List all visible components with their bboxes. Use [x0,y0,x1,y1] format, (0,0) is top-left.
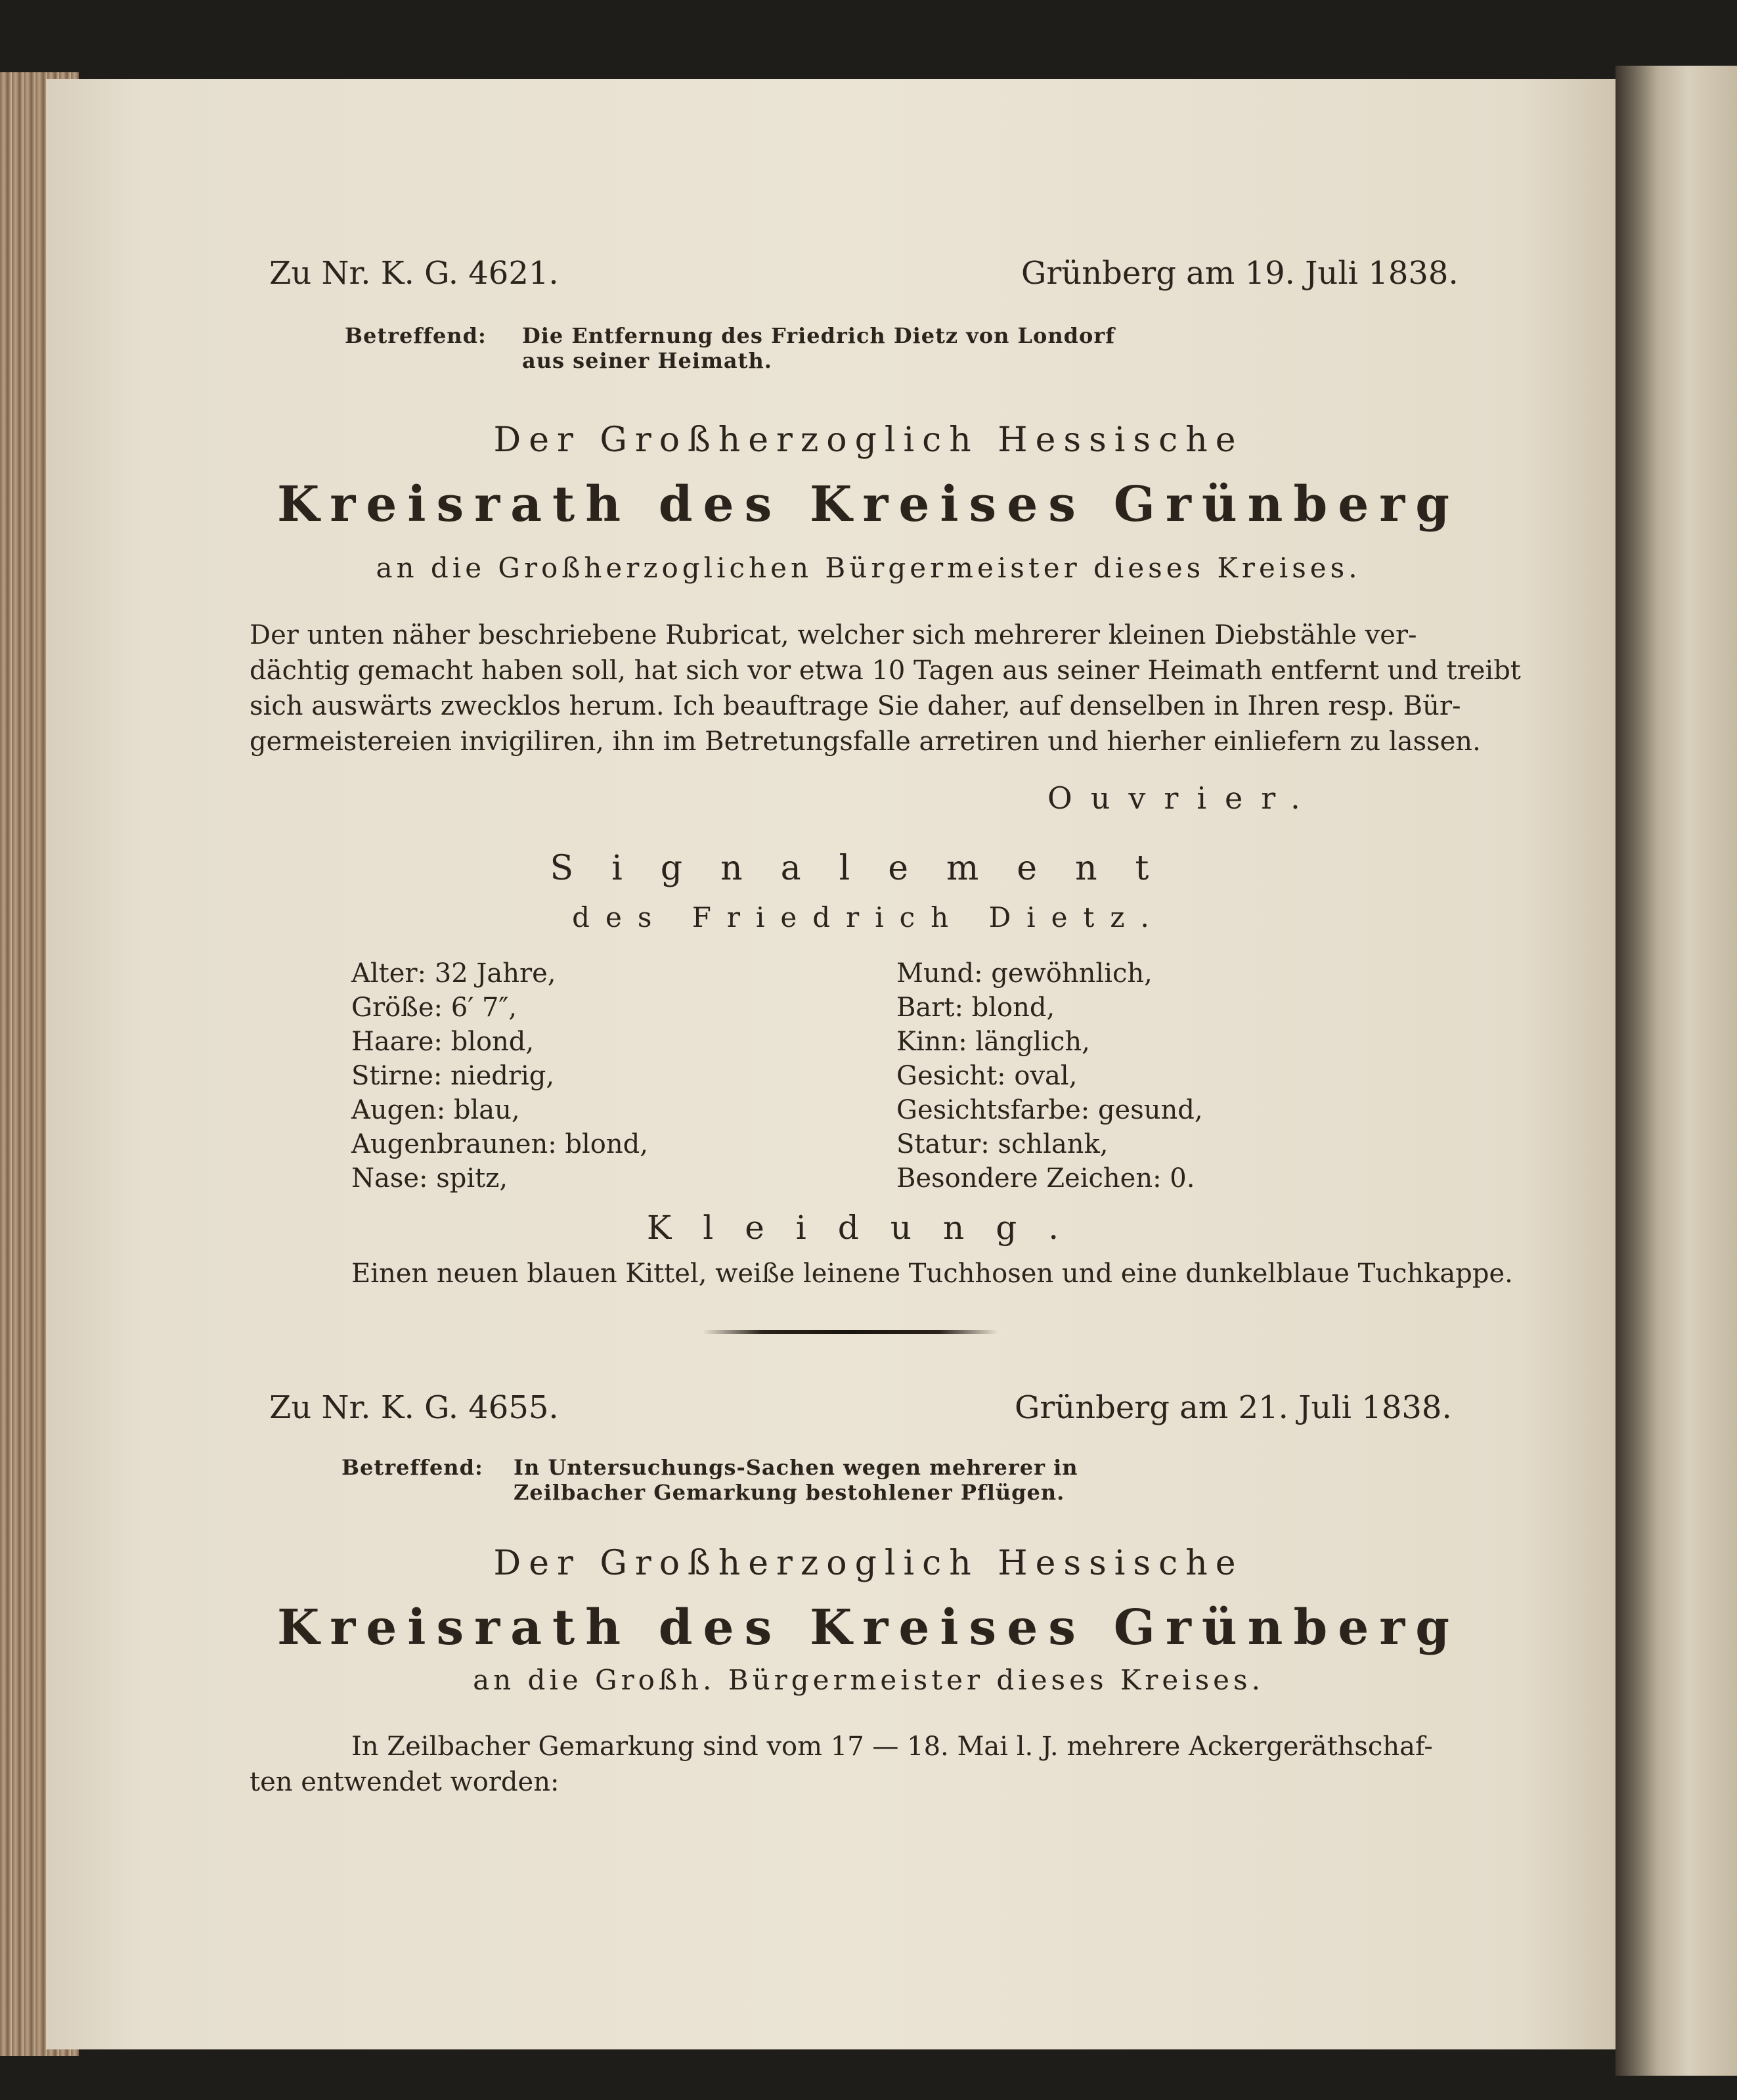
signalement-subtitle: des Friedrich Dietz. [572,901,1165,933]
notice1-authority-name: Kreisrath des Kreises Grünberg [276,476,1461,533]
notice2-betreffend-line2: Zeilbacher Gemarkung bestohlener Pflügen. [514,1480,1065,1505]
notice2-betreffend-label: Betreffend: [341,1455,483,1480]
notice1-body-line: Der unten näher beschriebene Rubricat, welcher sich mehrerer kleinen Diebstähle ver- [250,620,1417,650]
signalement-right-item: Bart: blond, [896,993,1055,1023]
notice1-date: Grünberg am 19. Juli 1838. [1021,255,1459,292]
notice2-authority-name: Kreisrath des Kreises Grünberg [276,1599,1461,1656]
signalement-left-item: Alter: 32 Jahre, [351,958,556,989]
book-gutter [1616,66,1737,2076]
notice1-addressee: an die Großherzoglichen Bürgermeister dieses Kreises. [376,552,1361,584]
notice1-betreffend-line2: aus seiner Heimath. [522,348,772,373]
notice2-betreffend-line1: In Untersuchungs-Sachen wegen mehrerer in [514,1455,1078,1480]
signalement-right-item: Mund: gewöhnlich, [896,958,1153,989]
notice2-addressee: an die Großh. Bürgermeister dieses Kreises. [473,1664,1264,1696]
notice1-body-line: dächtig gemacht haben soll, hat sich vor etwa 10 Tagen aus seiner Heimath entfernt und treibt [250,656,1521,686]
signalement-right-item: Gesicht: oval, [896,1061,1078,1091]
kleidung-text: Einen neuen blauen Kittel, weiße leinene Tuchhosen und eine dunkelblaue Tuchkappe. [351,1259,1513,1289]
signalement-right-item: Besondere Zeichen: 0. [896,1163,1195,1194]
notice1-signature: Ouvrier. [1047,780,1319,816]
signalement-title: Signalement [550,849,1187,888]
notice1-authority-title: Der Großherzoglich Hessische [493,420,1244,460]
notice1-body-line: germeistereien invigiliren, ihn im Betretungsfalle arretiren und hierher einliefern zu lassen. [250,726,1481,757]
notice1-betreffend-label: Betreffend: [345,323,487,348]
notice2-reference: Zu Nr. K. G. 4655. [269,1389,559,1426]
signalement-left-item: Haare: blond, [351,1027,535,1057]
notice2-authority-title: Der Großherzoglich Hessische [493,1544,1244,1583]
signalement-left-item: Größe: 6′ 7″, [351,993,517,1023]
kleidung-title: Kleidung. [646,1209,1091,1247]
notice2-body-line: In Zeilbacher Gemarkung sind vom 17 — 18. Mai l. J. mehrere Ackergeräthschaf- [351,1731,1433,1762]
signalement-left-item: Stirne: niedrig, [351,1061,555,1091]
notice2-body-line: ten entwendet worden: [250,1767,560,1797]
signalement-right-item: Kinn: länglich, [896,1027,1090,1057]
signalement-left-item: Nase: spitz, [351,1163,508,1194]
notice1-betreffend-line1: Die Entfernung des Friedrich Dietz von Londorf [522,323,1115,348]
section-divider [703,1330,998,1334]
signalement-right-item: Gesichtsfarbe: gesund, [896,1095,1203,1125]
notice1-body-line: sich auswärts zwecklos herum. Ich beauftrage Sie daher, auf denselben in Ihren resp. Bür- [250,691,1461,721]
signalement-right-item: Statur: schlank, [896,1129,1109,1159]
notice1-reference: Zu Nr. K. G. 4621. [269,255,559,292]
signalement-left-item: Augenbraunen: blond, [351,1129,648,1159]
signalement-left-item: Augen: blau, [351,1095,520,1125]
notice2-date: Grünberg am 21. Juli 1838. [1015,1389,1452,1426]
